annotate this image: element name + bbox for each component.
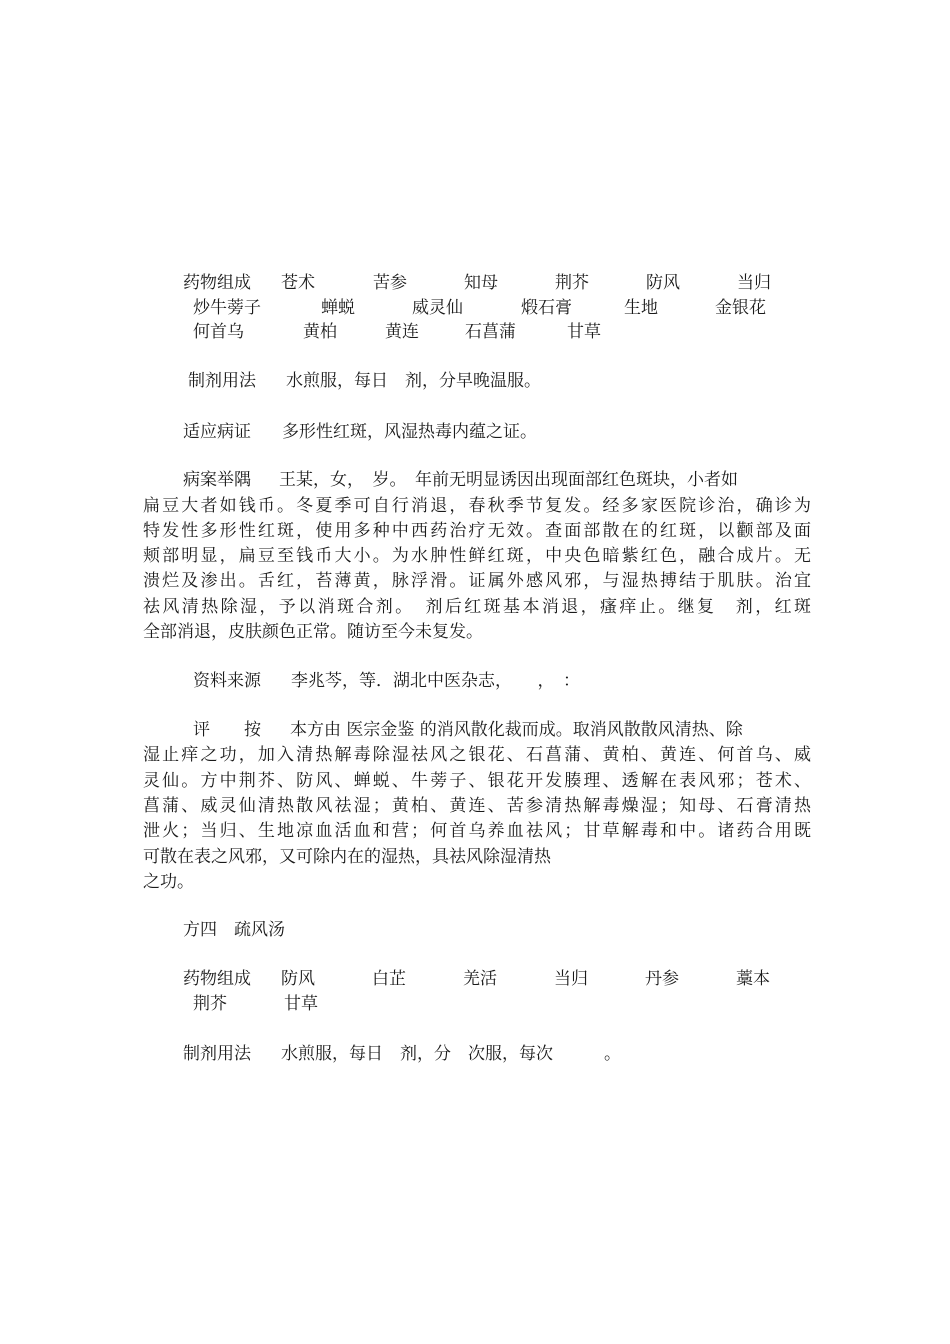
ingredient-item: 藁本 [736, 969, 770, 989]
case-label: 病案举隅 [183, 470, 251, 490]
ingredient-item: 羌活 [463, 969, 497, 989]
ingredients-label: 药物组成 [183, 273, 251, 293]
case-line: 溃烂及渗出。舌红，苔薄黄，脉浮滑。证属外感风邪，与湿热搏结于肌肤。治宜 [143, 571, 811, 591]
ingredient-item: 防风 [281, 969, 315, 989]
usage-text: 水煎服，每日 剂，分早晚温服。 [286, 371, 541, 391]
source-text: 李兆芩，等．湖北中医杂志， ， ： [291, 671, 580, 691]
ingredient-item: 威灵仙 [412, 298, 463, 318]
comment-line: 湿止痒之功，加入清热解毒除湿祛风之银花、石菖蒲、黄柏、黄连、何首乌、威 [143, 745, 811, 765]
ingredient-item: 黄柏 [303, 322, 337, 342]
ingredient-item: 煅石膏 [521, 298, 572, 318]
ingredient-item: 甘草 [284, 994, 318, 1014]
ingredient-item: 防风 [646, 273, 680, 293]
comment-line: 之功。 [143, 872, 194, 892]
comment-line: 菖蒲、威灵仙清热散风祛湿；黄柏、黄连、苦参清热解毒燥湿；知母、石膏清热 [143, 796, 811, 816]
case-line: 扁豆大者如钱币。冬夏季可自行消退，春秋季节复发。经多家医院诊治，确诊为 [143, 496, 811, 516]
ingredient-item: 金银花 [715, 298, 766, 318]
case-line: 全部消退，皮肤颜色正常。随访至今未复发。 [143, 622, 483, 642]
ingredient-item: 当归 [554, 969, 588, 989]
case-line: 祛风清热除湿，予以消斑合剂。 剂后红斑基本消退，瘙痒止。继复 剂，红斑 [143, 597, 811, 617]
ingredient-item: 甘草 [567, 322, 601, 342]
comment-line: 本方由 医宗金鉴 的消风散化裁而成。取消风散散风清热、除 [290, 720, 743, 740]
ingredient-item: 知母 [464, 273, 498, 293]
case-line: 颊部明显，扁豆至钱币大小。为水肿性鲜红斑，中央色暗紫红色，融合成片。无 [143, 546, 811, 566]
ingredient-item: 炒牛蒡子 [193, 298, 261, 318]
indication-text: 多形性红斑，风湿热毒内蕴之证。 [282, 422, 537, 442]
ingredient-item: 当归 [737, 273, 771, 293]
ingredient-item: 生地 [624, 298, 658, 318]
usage-label: 制剂用法 [183, 1044, 251, 1064]
comment-line: 灵仙。方中荆芥、防风、蝉蜕、牛蒡子、银花开发腠理、透解在表风邪；苍术、 [143, 771, 811, 791]
ingredient-item: 丹参 [645, 969, 679, 989]
ingredient-item: 蝉蜕 [321, 298, 355, 318]
case-line: 特发性多形性红斑，使用多种中西药治疗无效。查面部散在的红斑，以颧部及面 [143, 521, 811, 541]
comment-label: 评 按 [193, 720, 261, 740]
comment-line: 可散在表之风邪，又可除内在的湿热，具祛风除湿清热 [143, 847, 551, 867]
comment-line: 泄火；当归、生地凉血活血和营；何首乌养血祛风；甘草解毒和中。诸药合用既 [143, 821, 811, 841]
ingredient-item: 苍术 [281, 273, 315, 293]
source-label: 资料来源 [193, 671, 261, 691]
ingredient-item: 石菖蒲 [465, 322, 516, 342]
usage-text: 水煎服，每日 剂，分 次服，每次 。 [281, 1044, 621, 1064]
ingredient-item: 黄连 [385, 322, 419, 342]
case-line: 王某，女， 岁。 年前无明显诱因出现面部红色斑块，小者如 [279, 470, 738, 490]
usage-label: 制剂用法 [188, 371, 256, 391]
section-title: 方四 疏风汤 [183, 920, 285, 940]
ingredient-item: 荆芥 [555, 273, 589, 293]
ingredient-item: 荆芥 [193, 994, 227, 1014]
ingredient-item: 何首乌 [193, 322, 244, 342]
ingredient-item: 白芷 [372, 969, 406, 989]
indication-label: 适应病证 [183, 422, 251, 442]
ingredients-label: 药物组成 [183, 969, 251, 989]
ingredient-item: 苦参 [373, 273, 407, 293]
